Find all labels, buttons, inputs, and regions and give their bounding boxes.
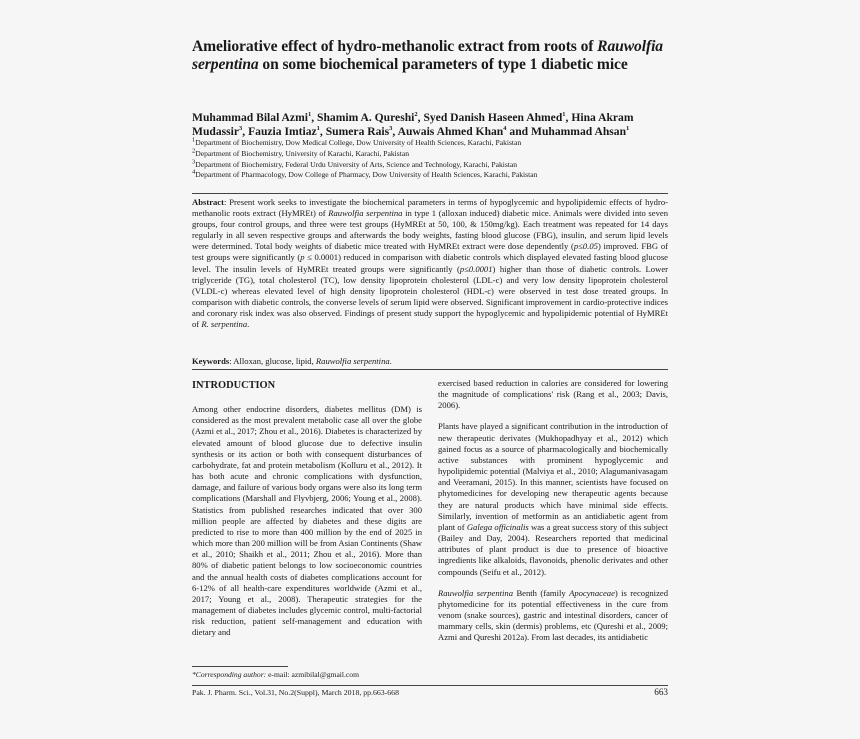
section-heading-introduction: INTRODUCTION bbox=[192, 380, 276, 391]
abstract: Abstract: Present work seeks to investigate the biochemical parameters in terms of hypoglycemic and hypolipidemic effects of hydro-methanolic roots extract (HyMREt) of Rauwolfia serpentina in type 1 (alloxan induced) diabetic mice. Animals were divided into seven groups, four control groups, and three were test groups (HyMREt at 50, 100, & 150mg/kg). Each treatment was repeated for 14 days regularly in all seven respective groups and afterwards the body weights, fasting blood glucose (FBG), insulin, and serum lipid levels were determined. Total body weights of diabetic mice treated with HyMREt extract were dose dependently (p≤0.05) improved. FBG of test groups were significantly (p ≤ 0.0001) reduced in comparison with diabetic controls which displayed elevated fasting blood glucose level. The insulin levels of HyMREt treated groups were significantly (p≤0.0001) higher than those of diabetic controls. Lower triglyceride (TG), total cholesterol (TC), low density lipoprotein cholesterol (LDL-c) and very low density lipoprotein cholesterol (VLDL-c) whereas elevated level of high density lipoprotein cholesterol (HDL-c) were observed in test dose treated groups. In comparison with diabetic controls, the converse levels of serum lipid were observed. Significant improvement in cardio-protective indices and coronary risk index was also observed. Findings of present study support the hypoglycemic and hypolipidemic potential of HyMREt of R. serpentina. bbox=[192, 197, 668, 330]
page-number: 663 bbox=[654, 687, 668, 697]
author: Sumera Rais$^3$, bbox=[325, 125, 398, 138]
title-text-1: Ameliorative effect of hydro-methanolic extract from roots of bbox=[192, 38, 598, 55]
author: Muhammad Bilal Azmi$^1$, bbox=[192, 111, 317, 124]
affiliation: $^4$Department of Pharmacology, Dow College of Pharmacy, Dow University of Health Sciences, Karachi, Pakistan bbox=[192, 168, 538, 180]
title-text-2: on some biochemical parameters of type 1 diabetic mice bbox=[258, 56, 628, 74]
paragraph: Plants have played a significant contribution in the introduction of new therapeutic derivates (Mukhopadhyay et al., 2012) which gained focus as a source of pharmacologically and biochemically active substances with prominent hypoglycemic and hypolipidemic potential (Malviya et al., 2010; Alagumanivasagam and Veeramani, 2015). In this manner, scientists have focused on phytomedicines for developing new therapeutic agents because they are natural products which have minimal side effects. Similarly, invention of metformin as an antidiabetic agent from plant of Galega officinalis was a great success story of this subject (Bailey and Day, 2004). Researchers reported that medicinal attributes of plant product is due to presence of bioactive ingredients like alkaloids, flavonoids, phenolic derivates and other compounds (Seifu et al., 2012). bbox=[438, 421, 669, 577]
author: Shamim A. Qureshi$^2$, bbox=[317, 111, 424, 124]
corresponding-author-footnote: *Corresponding author: e-mail: azmibilal@gmail.com bbox=[192, 670, 360, 679]
paper-title bbox=[192, 38, 668, 75]
footer-rule bbox=[192, 685, 668, 686]
right-column bbox=[438, 378, 668, 653]
paragraph: Among other endocrine disorders, diabetes mellitus (DM) is considered as the most prevalent metabolic case all over the globe (Azmi et al., 2017; Zhou et al., 2016). Diabetes is characterized by elevated amount of blood glucose due to defective insulin synthesis or its action or both with consequent disturbances of carbohydrate, fat and protein metabolism (Kolluru et al., 2012). It has both acute and chronic complications with dysfunction, damage, and failure of various body organs were also its long term complications (Marshall and Flyvbjerg, 2006; Young et al., 2008). Statistics from published researches indicated that over 300 million people are affected by diabetes and these digits are predicted to rise to more than 400 million by the end of 2025 in which more than 200 million will be from Asian Continents (Shaw et al., 2010; Shaikh et al., 2011; Zhou et al., 2016). More than 80% of diabetic patient belongs to low socioeconomic countries and the annual health costs of diabetes complications account for 6-12% of all health-care expenditures worldwide (Azmi et al., 2017; Young et al., 2008). Therapeutic strategies for the management of diabetes includes glycemic control, multi-factorial risk reduction, patient self-management and education with dietary and bbox=[192, 404, 422, 638]
affiliation: $^1$Department of Biochemistry, Dow Medical College, Dow University of Health Sciences, Karachi, Pakistan bbox=[192, 136, 522, 147]
abstract-top-rule bbox=[192, 193, 668, 194]
affiliations bbox=[192, 138, 668, 181]
keywords-bottom-rule bbox=[192, 369, 668, 370]
affiliation: $^2$Department of Biochemistry, University of Karachi, Karachi, Pakistan bbox=[192, 147, 410, 158]
author: Auwais Ahmed Khan$^4$ and bbox=[397, 125, 532, 138]
paragraph: exercised based reduction in calories are considered for lowering the magnitude of complications' risk (Rang et al., 2003; Davis, 2006). bbox=[438, 378, 668, 411]
affiliation: $^3$Department of Biochemistry, Federal Urdu University of Arts, Science and Technology, Karachi, Pakistan bbox=[192, 158, 518, 169]
left-column bbox=[192, 380, 422, 648]
author: Syed Danish Haseen Ahmed$^1$, bbox=[423, 111, 572, 124]
title-species: Rauwolfia serpentina bbox=[192, 38, 663, 74]
paragraph: Rauwolfia serpentina Benth (family Apocynaceae) is recognized phytomedicine for its potential effectiveness in the cure from venom (snake sources), gastric and intestinal disorders, cancer of mammary cells, skin (dermis) problems, etc (Qureshi et al., 2009; Azmi and Qureshi 2012a). From last decades, its antidiabetic bbox=[438, 587, 668, 643]
footnote-rule bbox=[192, 666, 288, 667]
author-list bbox=[192, 111, 668, 139]
author: Muhammad Ahsan$^1$ bbox=[531, 125, 630, 138]
author: Fauzia Imtiaz$^1$, bbox=[248, 125, 326, 138]
keywords: Keywords: Alloxan, glucose, lipid, Rauwolfia serpentina. bbox=[192, 356, 392, 366]
journal-citation: Pak. J. Pharm. Sci., Vol.31, No.2(Suppl), March 2018, pp.663-668 bbox=[192, 688, 399, 697]
author: Hina Akram Mudassir$^3$, bbox=[192, 111, 634, 138]
